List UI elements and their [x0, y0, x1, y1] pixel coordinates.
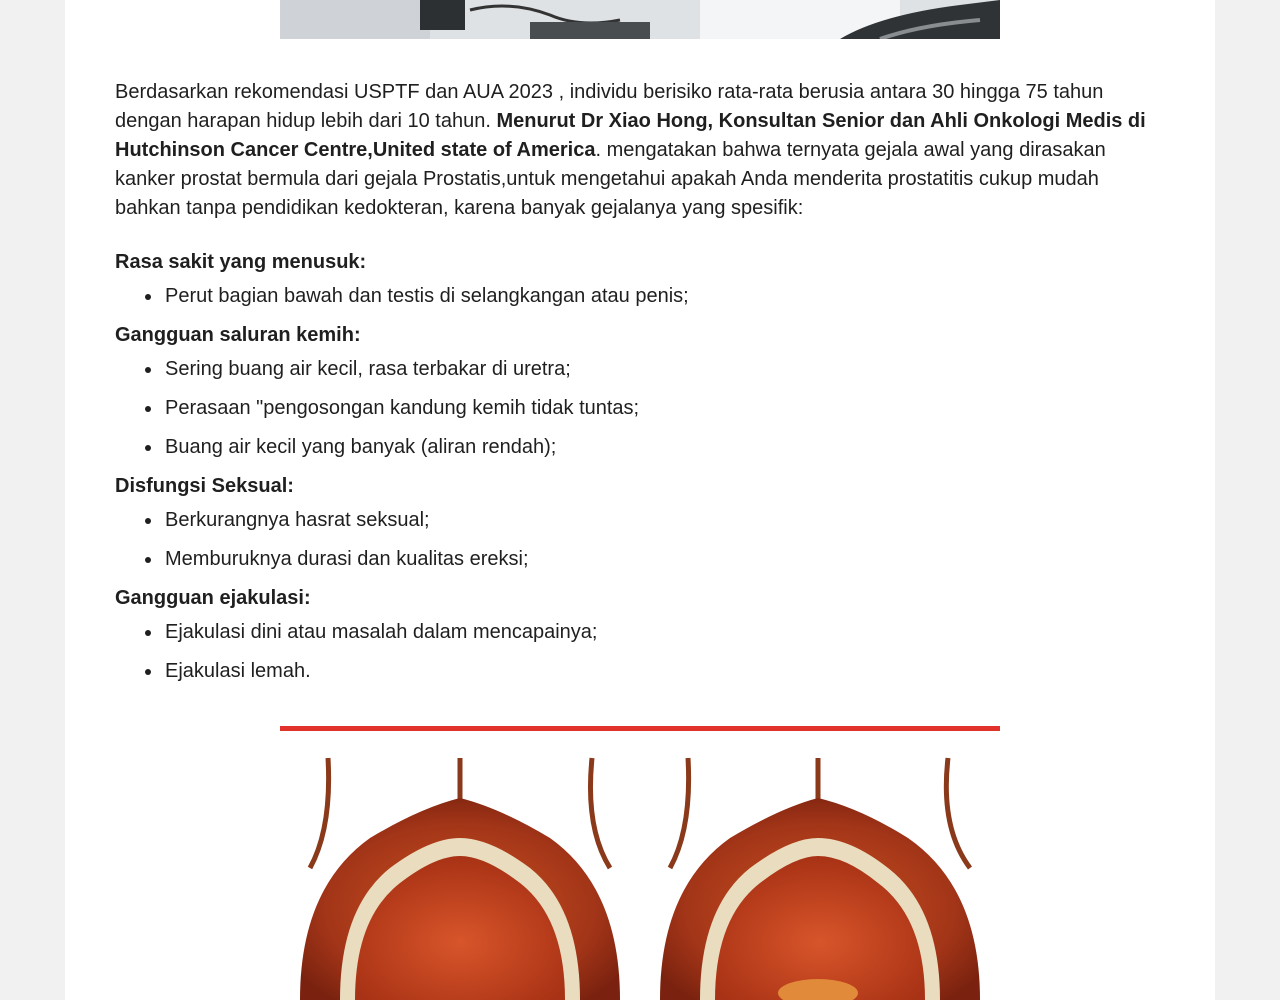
symptom-list: [115, 506, 1167, 574]
prostate-illustration: [280, 738, 1000, 1000]
list-item: Ejakulasi lemah.: [115, 657, 1167, 686]
symptom-section: [115, 321, 1167, 462]
red-divider: [280, 726, 1000, 731]
section-heading: Rasa sakit yang menusuk:: [115, 251, 367, 273]
intro-bold-quote: Menurut Dr Xiao Hong, Konsultan Senior dan Ahli Onkologi Medis di Hutchinson Cancer Centre,United state of America: [115, 110, 1146, 161]
list-item: Memburuknya durasi dan kualitas ereksi;: [115, 545, 1167, 574]
symptom-section: [115, 248, 1167, 311]
list-item: Sering buang air kecil, rasa terbakar di uretra;: [115, 355, 1167, 384]
section-heading: Gangguan ejakulasi:: [115, 587, 311, 609]
section-heading: Gangguan saluran kemih:: [115, 324, 361, 346]
symptom-list: [115, 282, 1167, 311]
list-item: Ejakulasi dini atau masalah dalam mencapainya;: [115, 618, 1167, 647]
intro-paragraph: [115, 78, 1167, 223]
list-item: Buang air kecil yang banyak (aliran rendah);: [115, 433, 1167, 462]
left-organ: [300, 758, 620, 1000]
article-body: [115, 78, 1167, 696]
article-page: [65, 0, 1215, 1000]
intro-text-end: . mengatakan bahwa ternyata gejala awal yang dirasakan kanker prostat bermula dari gejala Prostatis,untuk mengetahui apakah Anda menderita prostatitis cukup mudah bahkan tanpa pendidikan kedokteran, karena banyak gejalanya yang spesifik:: [115, 139, 1106, 219]
list-item: Berkurangnya hasrat seksual;: [115, 506, 1167, 535]
symptom-section: [115, 472, 1167, 574]
symptom-section: [115, 584, 1167, 686]
list-item: Perut bagian bawah dan testis di selangkangan atau penis;: [115, 282, 1167, 311]
intro-text-start: Berdasarkan rekomendasi USPTF dan AUA 2023 , individu berisiko rata-rata berusia antara 30 hingga 75 tahun dengan harapan hidup lebih dari 10 tahun.: [115, 81, 1104, 132]
section-heading: Disfungsi Seksual:: [115, 475, 294, 497]
symptom-list: [115, 355, 1167, 462]
symptom-list: [115, 618, 1167, 686]
prostate-bladder-illustration-icon: [280, 738, 1000, 1000]
list-item: Perasaan "pengosongan kandung kemih tidak tuntas;: [115, 394, 1167, 423]
right-organ: [660, 758, 980, 1000]
office-photo-icon: [280, 0, 1000, 39]
top-photo: [280, 0, 1000, 39]
